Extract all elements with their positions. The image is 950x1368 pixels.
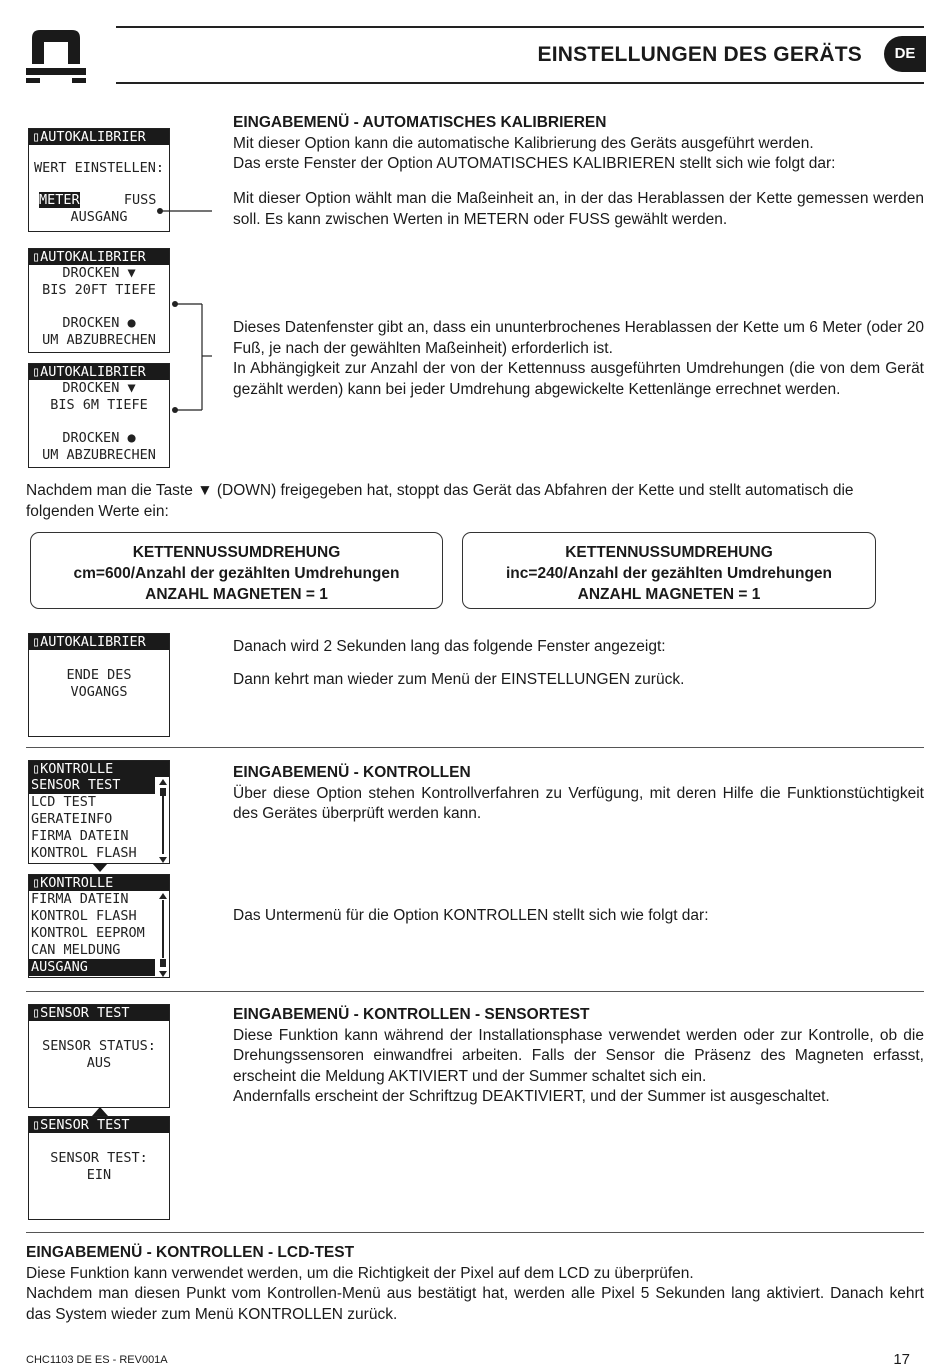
paragraph: Danach wird 2 Sekunden lang das folgende Fenster angezeigt: bbox=[233, 638, 666, 655]
down-arrow-icon: ▼ bbox=[197, 482, 213, 499]
lcd-title: ▯AUTOKALIBRIER bbox=[29, 129, 169, 145]
lcd-menu-item: LCD TEST bbox=[31, 794, 97, 810]
paragraph: Andernfalls erscheint der Schriftzug DEAKTIVIERT, und der Summer ist ausgeschaltet. bbox=[233, 1088, 830, 1105]
formula-box-inc bbox=[462, 532, 876, 609]
paragraph: Diese Funktion kann verwendet werden, um die Richtigkeit der Pixel auf dem LCD zu überprüfen. bbox=[26, 1264, 694, 1282]
lcd-option-fuss: FUSS bbox=[123, 192, 157, 208]
autokal-text-2 bbox=[233, 318, 924, 400]
lcd-title: ▯KONTROLLE bbox=[29, 875, 169, 891]
section-heading: EINGABEMENÜ - KONTROLLEN - SENSORTEST bbox=[233, 1006, 590, 1023]
lcd-menu-item: GERATEINFO bbox=[31, 811, 113, 827]
lcd-screen-autokal-6m bbox=[28, 363, 170, 468]
formula-line: KETTENNUSSUMDREHUNG bbox=[132, 544, 341, 561]
lcd-screen-autokal-end bbox=[28, 633, 170, 737]
lcd-title: ▯SENSOR TEST bbox=[29, 1117, 169, 1133]
lcd-line: AUSGANG bbox=[70, 209, 128, 225]
lcd-screen-sensor-test bbox=[28, 1116, 170, 1220]
lcd-menu-item: KONTROL FLASH bbox=[31, 908, 137, 924]
lcd-title: ▯AUTOKALIBRIER bbox=[29, 364, 169, 380]
lcd-line: BIS 6M TIEFE bbox=[50, 397, 148, 413]
lcd-screen-kontrolle-2 bbox=[28, 874, 170, 978]
lcd-line: DROCKEN ● bbox=[62, 315, 136, 331]
formula-line: cm=600/Anzahl der gezählten Umdrehungen bbox=[73, 565, 400, 582]
language-badge: DE bbox=[884, 36, 926, 72]
formula-line: inc=240/Anzahl der gezählten Umdrehungen bbox=[506, 565, 832, 582]
header-rule-bottom bbox=[116, 82, 924, 84]
lcd-line: BIS 20FT TIEFE bbox=[42, 282, 156, 298]
sensortest-text bbox=[233, 1005, 924, 1108]
lcd-line: DROCKEN ▼ bbox=[62, 380, 136, 396]
formula-line: KETTENNUSSUMDREHUNG bbox=[565, 544, 773, 561]
lcd-line: AUS bbox=[86, 1055, 112, 1071]
connector-lines bbox=[150, 200, 220, 420]
lcd-screen-sensor-status bbox=[28, 1004, 170, 1108]
lcd-line: SENSOR TEST: bbox=[50, 1150, 148, 1166]
lcd-title: ▯SENSOR TEST bbox=[29, 1005, 169, 1021]
paragraph-after-down: Nachdem man die Taste ▼ (DOWN) freigegeben hat, stoppt das Gerät das Abfahren der Kette und stellt automatisch die folgenden Werte ein: bbox=[26, 482, 854, 520]
paragraph: Dieses Datenfenster gibt an, dass ein ununterbrochenes Herablassen der Kette um 6 Meter (oder 20 Fuß, je nach der gewählten Maßeinheit) erforderlich ist. bbox=[233, 319, 924, 357]
down-arrow-icon bbox=[92, 863, 108, 873]
brand-logo bbox=[26, 28, 86, 84]
formula-line: ANZAHL MAGNETEN = 1 bbox=[577, 586, 761, 603]
paragraph: Diese Funktion kann während der Installationsphase verwendet werden oder zur Kontrolle, ob die Drehungssensoren einwandfrei arbeiten. Falls der Sensor die Präsenz des Magneten erfasst, erscheint die Meldung AKTIVIERT und der Summer schaltet sich ein. bbox=[233, 1026, 924, 1085]
lcd-line: ENDE DES bbox=[66, 667, 132, 683]
section-divider bbox=[26, 991, 924, 992]
section-divider bbox=[26, 747, 924, 748]
formula-box-cm bbox=[30, 532, 443, 609]
scrollbar-icon bbox=[159, 893, 167, 977]
lcd-line: DROCKEN ▼ bbox=[62, 265, 136, 281]
lcd-menu-item: AUSGANG bbox=[29, 959, 155, 976]
lcd-menu-item: FIRMA DATEIN bbox=[31, 828, 129, 844]
lcd-menu-item: CAN MELDUNG bbox=[31, 942, 121, 958]
paragraph: Mit dieser Option kann die automatische Kalibrierung des Geräts ausgeführt werden. bbox=[233, 134, 814, 152]
lcd-title: ▯AUTOKALIBRIER bbox=[29, 634, 169, 650]
lcd-menu-item: KONTROL FLASH bbox=[31, 845, 137, 861]
lcd-line: WERT EINSTELLEN: bbox=[33, 160, 165, 176]
page-number: 17 bbox=[893, 1351, 910, 1368]
lcd-screen-autokal-20ft bbox=[28, 248, 170, 353]
section-heading: EINGABEMENÜ - KONTROLLEN - LCD-TEST bbox=[26, 1244, 355, 1261]
paragraph: Mit dieser Option wählt man die Maßeinheit an, in der das Herablassen der Kette gemessen werden soll. Es kann zwischen Werten in METERN oder FUSS gewählt werden. bbox=[233, 190, 924, 228]
section-heading: EINGABEMENÜ - AUTOMATISCHES KALIBRIEREN bbox=[233, 114, 607, 131]
document-code: CHC1103 DE ES - REV001A bbox=[26, 1354, 168, 1366]
paragraph: Das Untermenü für die Option KONTROLLEN stellt sich wie folgt dar: bbox=[233, 907, 709, 924]
formula-line: ANZAHL MAGNETEN = 1 bbox=[145, 586, 328, 603]
paragraph: Über diese Option stehen Kontrollverfahren zu Verfügung, mit deren Hilfe die Funktionstüchtigkeit des Gerätes überprüft werden kann. bbox=[233, 784, 924, 822]
autokal-text bbox=[233, 113, 924, 175]
paragraph: Dann kehrt man wieder zum Menü der EINSTELLUNGEN zurück. bbox=[233, 671, 685, 688]
lcd-line: DROCKEN ● bbox=[62, 430, 136, 446]
lcd-line: VOGANGS bbox=[70, 684, 128, 700]
paragraph: Das erste Fenster der Option AUTOMATISCHES KALIBRIEREN stellt sich wie folgt dar: bbox=[233, 155, 836, 172]
lcd-screen-kontrolle-1 bbox=[28, 760, 170, 864]
lcd-line: UM ABZUBRECHEN bbox=[42, 447, 156, 463]
lcd-menu-item: FIRMA DATEIN bbox=[31, 891, 129, 907]
lcd-title: ▯AUTOKALIBRIER bbox=[29, 249, 169, 265]
lcd-screen-autokal-unit bbox=[28, 128, 170, 232]
kontrollen-text bbox=[233, 763, 924, 825]
section-heading: EINGABEMENÜ - KONTROLLEN bbox=[233, 764, 471, 781]
scrollbar-icon bbox=[159, 779, 167, 863]
lcd-line: EIN bbox=[86, 1167, 112, 1183]
header-rule-top bbox=[116, 26, 924, 28]
lcdtest-text bbox=[26, 1243, 924, 1325]
paragraph: Nachdem man diesen Punkt vom Kontrollen-Menü aus bestätigt hat, werden alle Pixel 5 Sekunden lang aktiviert. Danach kehrt das System wieder zum Menü KONTROLLEN zurück. bbox=[26, 1285, 924, 1323]
lcd-line: UM ABZUBRECHEN bbox=[42, 332, 156, 348]
paragraph: In Abhängigkeit zur Anzahl der von der Kettennuss ausgeführten Umdrehungen (die von dem Gerät gezählt werden) kann bei jeder Umdrehung abgewickelte Kettenlänge errechnet werden. bbox=[233, 360, 924, 398]
page-title: EINSTELLUNGEN DES GERÄTS bbox=[537, 43, 862, 66]
lcd-option-meter: METER bbox=[39, 192, 80, 208]
lcd-title: ▯KONTROLLE bbox=[29, 761, 169, 777]
lcd-line: SENSOR STATUS: bbox=[42, 1038, 156, 1054]
lcd-menu-item: SENSOR TEST bbox=[29, 777, 155, 794]
section-divider bbox=[26, 1232, 924, 1233]
lcd-menu-item: KONTROL EEPROM bbox=[31, 925, 145, 941]
